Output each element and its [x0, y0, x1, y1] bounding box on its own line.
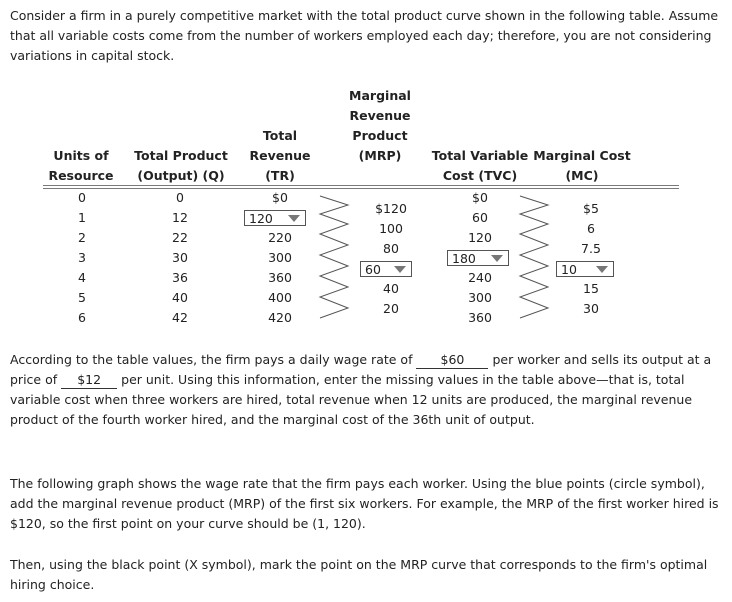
total-revenue-cell: $0: [272, 190, 288, 205]
total-revenue-cell: 220: [268, 230, 292, 245]
chevron-down-icon: [596, 266, 608, 273]
header-total-revenue: Total Revenue (TR): [249, 128, 311, 183]
mc-cell: 15: [583, 281, 599, 296]
total-revenue-dropdown-value: 120: [249, 211, 273, 226]
header-mc: Marginal Cost (MC): [533, 148, 631, 183]
zigzag-divider-right: [518, 194, 552, 322]
total-revenue-cell: 300: [268, 250, 292, 265]
mc-dropdown-value: 10: [561, 262, 577, 277]
tvc-dropdown-value: 180: [452, 251, 476, 266]
total-revenue-dropdown[interactable]: [244, 210, 306, 226]
total-product-cell: 22: [172, 230, 188, 245]
units-cell: 1: [78, 210, 86, 225]
units-cell: 6: [78, 310, 86, 325]
total-product-cell: 40: [172, 290, 188, 305]
chevron-down-icon: [394, 266, 406, 273]
tvc-cell: 120: [468, 230, 492, 245]
total-product-cell: 0: [176, 190, 184, 205]
tvc-dropdown[interactable]: [447, 250, 509, 266]
header-rule-bottom: [43, 188, 679, 189]
mrp-cell: 80: [383, 241, 399, 256]
mrp-dropdown[interactable]: [360, 261, 412, 277]
zigzag-divider-left: [318, 194, 352, 322]
mrp-dropdown-value: 60: [365, 262, 381, 277]
tvc-cell: 240: [468, 270, 492, 285]
units-cell: 4: [78, 270, 86, 285]
total-product-cell: 12: [172, 210, 188, 225]
mc-cell: 6: [587, 221, 595, 236]
wage-price-paragraph: According to the table values, the firm pays a daily wage rate of $60 per worker and sells its output at a price of $12 per unit. Using this information, enter the missing values in the table above—that is, total variable cost when three workers are hired, total revenue when 12 units are produced, the marginal revenue product of the fourth worker hired, and the marginal cost of the 36th unit of output.: [10, 352, 712, 427]
chevron-down-icon: [491, 255, 503, 262]
chevron-down-icon: [288, 215, 300, 222]
header-units: Units of Resource: [48, 148, 114, 183]
tvc-cell: 360: [468, 310, 492, 325]
units-cell: 0: [78, 190, 86, 205]
mc-cell: 7.5: [581, 241, 601, 256]
graph-instructions: The following graph shows the wage rate that the firm pays each worker. Using the blue points (circle symbol), add the marginal revenue product (MRP) of the first six workers. For example, the MRP of the first worker hired is $120, so the first point on your curve should be (1, 120).: [10, 476, 719, 531]
tvc-cell: $0: [472, 190, 488, 205]
tvc-cell: 300: [468, 290, 492, 305]
total-product-cell: 36: [172, 270, 188, 285]
units-cell: 3: [78, 250, 86, 265]
tvc-cell: 60: [472, 210, 488, 225]
price-answer: $12: [61, 372, 117, 389]
mrp-cell: 40: [383, 281, 399, 296]
total-revenue-cell: 400: [268, 290, 292, 305]
units-cell: 2: [78, 230, 86, 245]
mc-cell: $5: [583, 201, 599, 216]
total-product-cell: 30: [172, 250, 188, 265]
mrp-cell: 20: [383, 301, 399, 316]
mrp-cell: $120: [375, 201, 407, 216]
mc-dropdown[interactable]: [556, 261, 614, 277]
total-product-cell: 42: [172, 310, 188, 325]
mrp-cell: 100: [379, 221, 403, 236]
intro-text: Consider a firm in a purely competitive market with the total product curve shown in the following table. Assume that all variable costs come from the number of workers employed each day; therefore, you are not considering variations in capital stock.: [10, 8, 719, 63]
header-tvc: Total Variable Cost (TVC): [431, 148, 529, 183]
units-cell: 5: [78, 290, 86, 305]
header-rule-top: [43, 185, 679, 186]
mc-cell: 30: [583, 301, 599, 316]
wage-answer: $60: [416, 352, 488, 369]
header-mrp: Marginal Revenue Product (MRP): [349, 88, 411, 163]
optimal-hiring-instructions: Then, using the black point (X symbol), mark the point on the MRP curve that corresponds to the firm's optimal hiring choice.: [10, 557, 708, 592]
header-total-product: Total Product (Output) (Q): [134, 148, 228, 183]
total-revenue-cell: 360: [268, 270, 292, 285]
total-revenue-cell: 420: [268, 310, 292, 325]
